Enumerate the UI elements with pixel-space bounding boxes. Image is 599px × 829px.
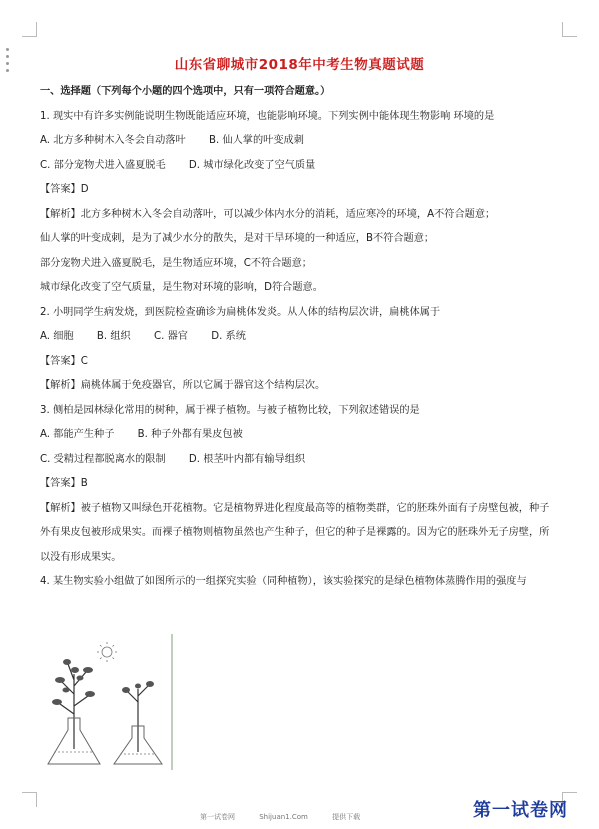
- q3-option-c: C. 受精过程都脱离水的限制: [40, 453, 166, 465]
- q1-option-d: D. 城市绿化改变了空气质量: [188, 159, 316, 171]
- q2-option-a: A. 细胞: [40, 331, 74, 342]
- question-1-options-ab: [40, 129, 555, 154]
- footer-site-name: 第一试卷网: [200, 813, 235, 821]
- q1-option-c: C. 部分宠物犬进入盛夏脱毛: [40, 159, 166, 171]
- footer-domain: Shijuan1.Com: [259, 813, 308, 821]
- crop-mark-bottom-left: [22, 792, 37, 807]
- q2-option-b: B. 组织: [96, 331, 131, 342]
- q2-option-c: C. 器官: [154, 331, 188, 342]
- question-4-stem: 4. 某生物实验小组做了如图所示的一组探究实验（同种植物），该实验探究的是绿色植物体蒸腾作用的强度与: [40, 576, 527, 587]
- question-2-stem: 2. 小明同学生病发烧，到医院检查确诊为扁桃体发炎。从人体的结构层次讲，扁桃体属于: [40, 306, 441, 318]
- right-plant: [128, 686, 148, 752]
- question-3-options-cd: [40, 448, 555, 473]
- brand-logo-text: 第一试卷网: [473, 800, 568, 821]
- experiment-figure: [44, 634, 176, 770]
- q3-option-a: A. 都能产生种子: [40, 429, 115, 440]
- sun-icon: [97, 642, 117, 662]
- q1-answer: 【答案】D: [40, 184, 89, 195]
- question-1-stem: 1. 现实中有许多实例能说明生物既能适应环境，也能影响环境。下列实例中能体现生物影响 环境的是: [40, 110, 495, 122]
- q1-explanation-1: 【解析】北方多种树木入冬会自动落叶，可以减少体内水分的消耗，适应寒冷的环境，A不符合题意；: [40, 208, 496, 220]
- q3-option-b: B. 种子外都有果皮包被: [137, 429, 243, 440]
- q2-option-d: D. 系统: [211, 331, 246, 342]
- q1-explanation-4: 城市绿化改变了空气质量，是生物对环境的影响，D符合题意。: [40, 282, 323, 293]
- q1-explanation-3: 部分宠物犬进入盛夏脱毛，是生物适应环境，C不符合题意；: [40, 257, 312, 269]
- question-2-options: [40, 325, 555, 350]
- page-title: 山东省聊城市2018年中考生物真题试题: [174, 57, 425, 73]
- q2-answer: 【答案】C: [40, 355, 88, 367]
- crop-mark-top-left: [22, 22, 37, 37]
- q1-option-a: A. 北方多种树木入冬会自动落叶: [40, 135, 186, 146]
- page-footer: [200, 812, 382, 822]
- footer-download: 提供下载: [332, 813, 361, 821]
- q3-answer: 【答案】B: [40, 478, 88, 489]
- q3-option-d: D. 根茎叶内都有输导组织: [188, 453, 306, 465]
- question-3-options-ab: [40, 423, 555, 448]
- section-heading: 一、选择题（下列每个小题的四个选项中，只有一项符合题意。）: [40, 86, 331, 97]
- crop-mark-top-right: [562, 22, 577, 37]
- q1-explanation-2: 仙人掌的叶变成刺，是为了减少水分的散失，是对干旱环境的一种适应，B不符合题意；: [40, 233, 435, 244]
- question-1-options-cd: [40, 154, 555, 179]
- q1-option-b: B. 仙人掌的叶变成刺: [208, 135, 304, 146]
- flask-plants-illustration: [44, 634, 176, 770]
- document-body: [40, 80, 555, 595]
- q3-explanation: 【解析】被子植物又叫绿色开花植物。它是植物界进化程度最高等的植物类群，它的胚珠外面有子房壁包被，种子外有果皮包被形成果实。而裸子植物则植物虽然也产生种子，但它的种子是裸露的。因为它的胚珠外无子房壁，所以没有形成果实。: [40, 502, 550, 563]
- question-3-stem: 3. 侧柏是园林绿化常用的树种，属于裸子植物。与被子植物比较，下列叙述错误的是: [40, 404, 420, 416]
- q2-explanation: 【解析】扁桃体属于免疫器官，所以它属于器官这个结构层次。: [40, 380, 326, 391]
